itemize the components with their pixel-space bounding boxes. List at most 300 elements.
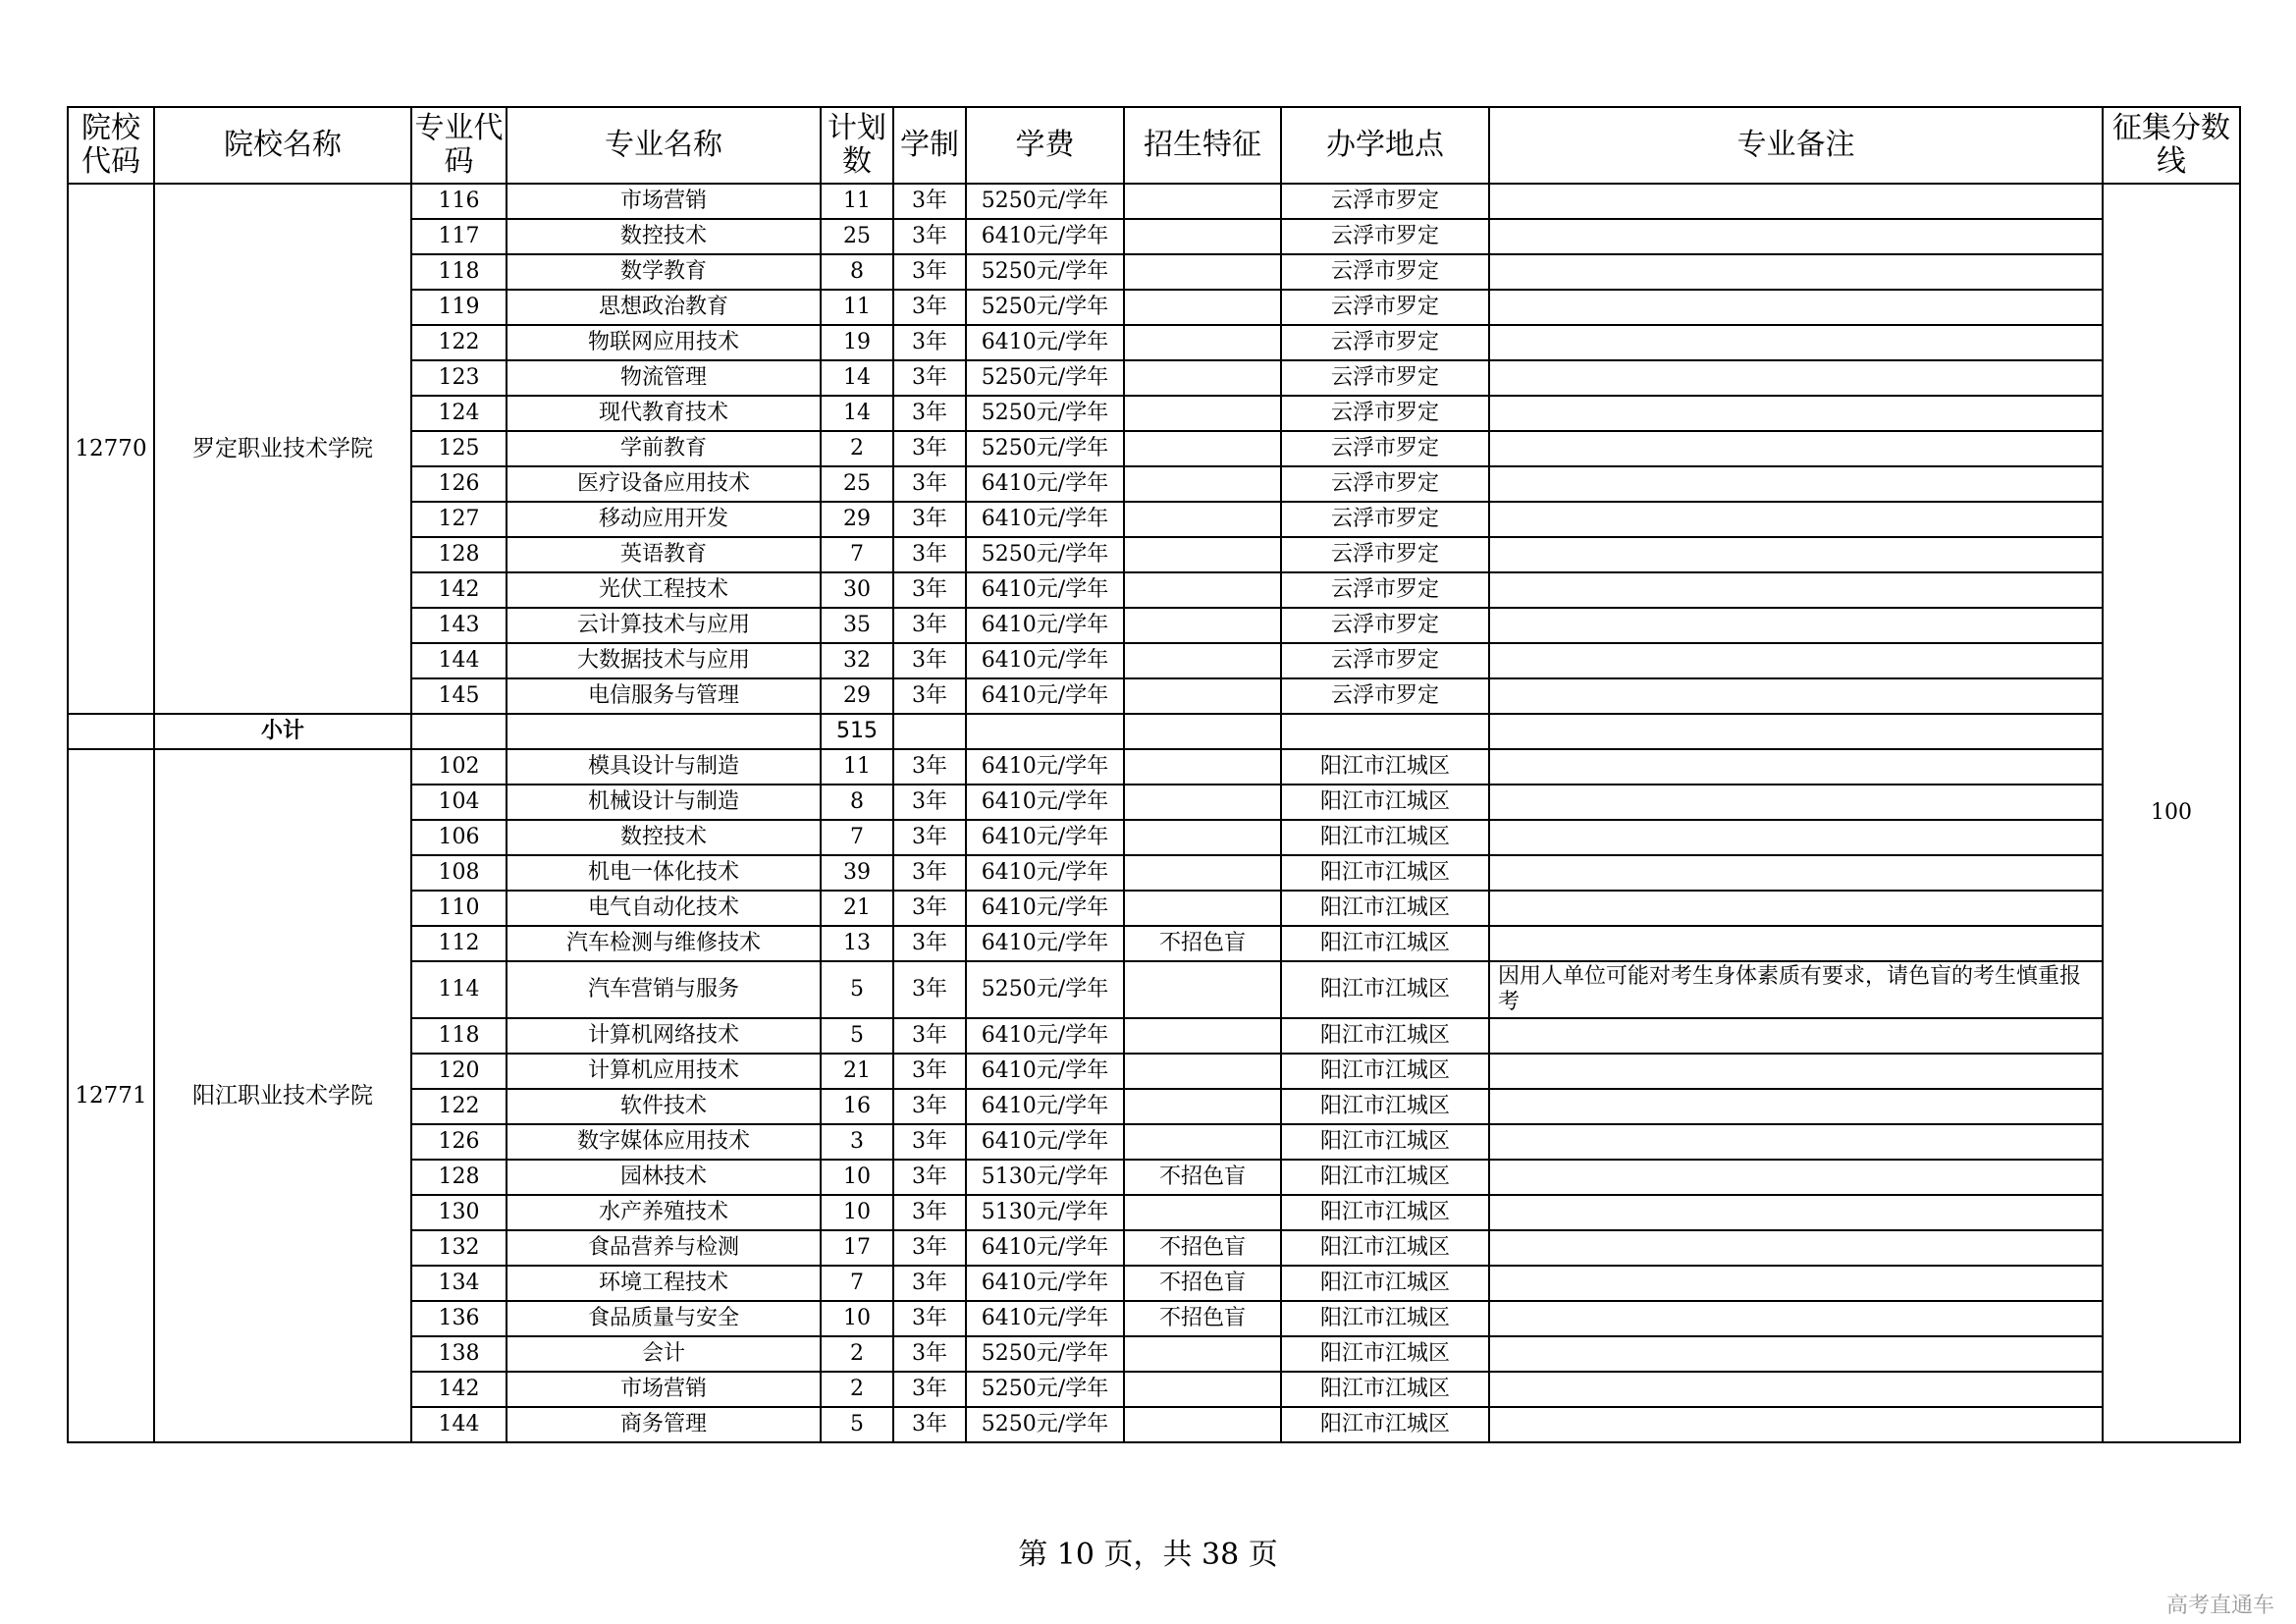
- major-name-cell: 会计: [507, 1336, 821, 1372]
- location-cell: 阳江市江城区: [1281, 1372, 1489, 1407]
- plan-cell: 3: [821, 1124, 893, 1160]
- school-name-cell: 阳江职业技术学院: [154, 749, 411, 1442]
- school-code-cell: 12770: [68, 184, 154, 714]
- years-cell: 3年: [893, 1018, 966, 1054]
- fee-cell: 5250元/学年: [966, 290, 1124, 325]
- location-cell: 云浮市罗定: [1281, 466, 1489, 502]
- fee-cell: 6410元/学年: [966, 820, 1124, 855]
- major-name-cell: 模具设计与制造: [507, 749, 821, 785]
- fee-cell: 5250元/学年: [966, 431, 1124, 466]
- fee-cell: 6410元/学年: [966, 785, 1124, 820]
- major-code-cell: 110: [411, 891, 507, 926]
- fee-cell: 6410元/学年: [966, 466, 1124, 502]
- note-cell: [1489, 643, 2103, 678]
- major-code-cell: 118: [411, 1018, 507, 1054]
- header-note: 专业备注: [1489, 107, 2103, 184]
- feature-cell: [1124, 537, 1281, 572]
- note-cell: [1489, 502, 2103, 537]
- plan-cell: 11: [821, 290, 893, 325]
- note-cell: [1489, 431, 2103, 466]
- major-name-cell: 电信服务与管理: [507, 678, 821, 714]
- note-cell: [1489, 1054, 2103, 1089]
- header-major-code: 专业代码: [411, 107, 507, 184]
- fee-cell: 5130元/学年: [966, 1160, 1124, 1195]
- fee-cell: 6410元/学年: [966, 1054, 1124, 1089]
- location-cell: 云浮市罗定: [1281, 396, 1489, 431]
- subtotal-location-cell: [1281, 714, 1489, 749]
- feature-cell: [1124, 608, 1281, 643]
- years-cell: 3年: [893, 502, 966, 537]
- feature-cell: [1124, 749, 1281, 785]
- major-name-cell: 大数据技术与应用: [507, 643, 821, 678]
- location-cell: 云浮市罗定: [1281, 219, 1489, 254]
- note-cell: [1489, 1407, 2103, 1442]
- note-cell: [1489, 537, 2103, 572]
- plan-cell: 2: [821, 1336, 893, 1372]
- major-code-cell: 138: [411, 1336, 507, 1372]
- subtotal-note-cell: [1489, 714, 2103, 749]
- header-fee: 学费: [966, 107, 1124, 184]
- years-cell: 3年: [893, 1407, 966, 1442]
- feature-cell: [1124, 1089, 1281, 1124]
- major-code-cell: 102: [411, 749, 507, 785]
- years-cell: 3年: [893, 1372, 966, 1407]
- fee-cell: 5250元/学年: [966, 360, 1124, 396]
- note-cell: [1489, 466, 2103, 502]
- header-feature: 招生特征: [1124, 107, 1281, 184]
- fee-cell: 5250元/学年: [966, 254, 1124, 290]
- location-cell: 阳江市江城区: [1281, 1301, 1489, 1336]
- plan-cell: 30: [821, 572, 893, 608]
- years-cell: 3年: [893, 926, 966, 961]
- location-cell: 云浮市罗定: [1281, 290, 1489, 325]
- years-cell: 3年: [893, 184, 966, 219]
- major-code-cell: 144: [411, 1407, 507, 1442]
- major-code-cell: 106: [411, 820, 507, 855]
- location-cell: 云浮市罗定: [1281, 608, 1489, 643]
- feature-cell: [1124, 891, 1281, 926]
- subtotal-blank-cell: [68, 714, 154, 749]
- major-code-cell: 104: [411, 785, 507, 820]
- note-cell: [1489, 254, 2103, 290]
- feature-cell: 不招色盲: [1124, 1266, 1281, 1301]
- plan-cell: 25: [821, 219, 893, 254]
- fee-cell: 6410元/学年: [966, 678, 1124, 714]
- major-name-cell: 机械设计与制造: [507, 785, 821, 820]
- years-cell: 3年: [893, 396, 966, 431]
- plan-cell: 17: [821, 1230, 893, 1266]
- major-name-cell: 医疗设备应用技术: [507, 466, 821, 502]
- years-cell: 3年: [893, 1336, 966, 1372]
- plan-cell: 32: [821, 643, 893, 678]
- plan-cell: 19: [821, 325, 893, 360]
- location-cell: 云浮市罗定: [1281, 572, 1489, 608]
- watermark: 高考直通车: [2165, 1594, 2274, 1618]
- feature-cell: [1124, 1018, 1281, 1054]
- location-cell: 阳江市江城区: [1281, 1336, 1489, 1372]
- years-cell: 3年: [893, 290, 966, 325]
- years-cell: 3年: [893, 360, 966, 396]
- major-name-cell: 环境工程技术: [507, 1266, 821, 1301]
- header-location: 办学地点: [1281, 107, 1489, 184]
- feature-cell: [1124, 1336, 1281, 1372]
- fee-cell: 6410元/学年: [966, 926, 1124, 961]
- fee-cell: 6410元/学年: [966, 1301, 1124, 1336]
- cutoff-score-cell: 100: [2103, 184, 2240, 1442]
- fee-cell: 6410元/学年: [966, 219, 1124, 254]
- major-name-cell: 机电一体化技术: [507, 855, 821, 891]
- note-cell: [1489, 1230, 2103, 1266]
- location-cell: 阳江市江城区: [1281, 1195, 1489, 1230]
- location-cell: 阳江市江城区: [1281, 1054, 1489, 1089]
- header-cutoff: 征集分数线: [2103, 107, 2240, 184]
- years-cell: 3年: [893, 643, 966, 678]
- feature-cell: [1124, 360, 1281, 396]
- feature-cell: [1124, 502, 1281, 537]
- years-cell: 3年: [893, 325, 966, 360]
- fee-cell: 5250元/学年: [966, 1336, 1124, 1372]
- major-name-cell: 数控技术: [507, 219, 821, 254]
- location-cell: 阳江市江城区: [1281, 1089, 1489, 1124]
- major-code-cell: 119: [411, 290, 507, 325]
- feature-cell: 不招色盲: [1124, 926, 1281, 961]
- major-name-cell: 园林技术: [507, 1160, 821, 1195]
- major-name-cell: 计算机应用技术: [507, 1054, 821, 1089]
- location-cell: 阳江市江城区: [1281, 785, 1489, 820]
- note-cell: [1489, 1336, 2103, 1372]
- feature-cell: [1124, 785, 1281, 820]
- fee-cell: 5250元/学年: [966, 961, 1124, 1018]
- years-cell: 3年: [893, 1160, 966, 1195]
- major-name-cell: 食品营养与检测: [507, 1230, 821, 1266]
- feature-cell: [1124, 184, 1281, 219]
- plan-cell: 2: [821, 431, 893, 466]
- major-code-cell: 124: [411, 396, 507, 431]
- major-code-cell: 126: [411, 466, 507, 502]
- plan-cell: 29: [821, 678, 893, 714]
- table-body: [68, 184, 2240, 1442]
- subtotal-feature-cell: [1124, 714, 1281, 749]
- feature-cell: [1124, 1124, 1281, 1160]
- fee-cell: 6410元/学年: [966, 749, 1124, 785]
- location-cell: 阳江市江城区: [1281, 1018, 1489, 1054]
- plan-cell: 7: [821, 820, 893, 855]
- plan-cell: 11: [821, 749, 893, 785]
- note-cell: [1489, 1018, 2103, 1054]
- major-code-cell: 117: [411, 219, 507, 254]
- major-code-cell: 144: [411, 643, 507, 678]
- years-cell: 3年: [893, 219, 966, 254]
- table-row: [68, 749, 2240, 785]
- feature-cell: [1124, 1195, 1281, 1230]
- note-cell: [1489, 1195, 2103, 1230]
- major-code-cell: 118: [411, 254, 507, 290]
- major-code-cell: 120: [411, 1054, 507, 1089]
- years-cell: 3年: [893, 1230, 966, 1266]
- fee-cell: 5250元/学年: [966, 537, 1124, 572]
- plan-cell: 14: [821, 360, 893, 396]
- plan-cell: 35: [821, 608, 893, 643]
- fee-cell: 5250元/学年: [966, 396, 1124, 431]
- note-cell: [1489, 678, 2103, 714]
- major-name-cell: 学前教育: [507, 431, 821, 466]
- years-cell: 3年: [893, 961, 966, 1018]
- school-code-cell: 12771: [68, 749, 154, 1442]
- location-cell: 阳江市江城区: [1281, 891, 1489, 926]
- major-code-cell: 116: [411, 184, 507, 219]
- feature-cell: [1124, 290, 1281, 325]
- feature-cell: 不招色盲: [1124, 1160, 1281, 1195]
- feature-cell: [1124, 325, 1281, 360]
- note-cell: [1489, 785, 2103, 820]
- feature-cell: [1124, 1407, 1281, 1442]
- fee-cell: 6410元/学年: [966, 1018, 1124, 1054]
- plan-cell: 25: [821, 466, 893, 502]
- plan-cell: 5: [821, 1018, 893, 1054]
- subtotal-fee-cell: [966, 714, 1124, 749]
- plan-cell: 7: [821, 1266, 893, 1301]
- location-cell: 云浮市罗定: [1281, 431, 1489, 466]
- major-code-cell: 143: [411, 608, 507, 643]
- major-name-cell: 计算机网络技术: [507, 1018, 821, 1054]
- note-cell: [1489, 608, 2103, 643]
- note-cell: [1489, 360, 2103, 396]
- header-school-name: 院校名称: [154, 107, 411, 184]
- years-cell: 3年: [893, 1301, 966, 1336]
- major-code-cell: 128: [411, 1160, 507, 1195]
- note-cell: [1489, 572, 2103, 608]
- years-cell: 3年: [893, 1195, 966, 1230]
- location-cell: 阳江市江城区: [1281, 855, 1489, 891]
- fee-cell: 5250元/学年: [966, 1407, 1124, 1442]
- note-cell: [1489, 325, 2103, 360]
- header-plan: 计划数: [821, 107, 893, 184]
- location-cell: 阳江市江城区: [1281, 1407, 1489, 1442]
- fee-cell: 5130元/学年: [966, 1195, 1124, 1230]
- major-code-cell: 122: [411, 1089, 507, 1124]
- major-name-cell: 数字媒体应用技术: [507, 1124, 821, 1160]
- note-cell: [1489, 1124, 2103, 1160]
- location-cell: 阳江市江城区: [1281, 961, 1489, 1018]
- feature-cell: [1124, 961, 1281, 1018]
- plan-cell: 13: [821, 926, 893, 961]
- fee-cell: 5250元/学年: [966, 184, 1124, 219]
- fee-cell: 6410元/学年: [966, 608, 1124, 643]
- major-code-cell: 128: [411, 537, 507, 572]
- feature-cell: [1124, 678, 1281, 714]
- plan-cell: 8: [821, 785, 893, 820]
- major-name-cell: 水产养殖技术: [507, 1195, 821, 1230]
- major-name-cell: 思想政治教育: [507, 290, 821, 325]
- header-years: 学制: [893, 107, 966, 184]
- years-cell: 3年: [893, 254, 966, 290]
- fee-cell: 6410元/学年: [966, 1089, 1124, 1124]
- fee-cell: 6410元/学年: [966, 502, 1124, 537]
- major-code-cell: 114: [411, 961, 507, 1018]
- major-name-cell: 光伏工程技术: [507, 572, 821, 608]
- major-code-cell: 132: [411, 1230, 507, 1266]
- fee-cell: 6410元/学年: [966, 1266, 1124, 1301]
- location-cell: 云浮市罗定: [1281, 360, 1489, 396]
- feature-cell: 不招色盲: [1124, 1301, 1281, 1336]
- plan-cell: 21: [821, 1054, 893, 1089]
- location-cell: 云浮市罗定: [1281, 184, 1489, 219]
- location-cell: 云浮市罗定: [1281, 537, 1489, 572]
- subtotal-row: [68, 714, 2240, 749]
- years-cell: 3年: [893, 608, 966, 643]
- plan-cell: 14: [821, 396, 893, 431]
- admission-table: [67, 106, 2241, 1443]
- plan-cell: 10: [821, 1195, 893, 1230]
- years-cell: 3年: [893, 820, 966, 855]
- major-name-cell: 市场营销: [507, 1372, 821, 1407]
- years-cell: 3年: [893, 785, 966, 820]
- plan-cell: 16: [821, 1089, 893, 1124]
- feature-cell: [1124, 572, 1281, 608]
- note-cell: [1489, 1160, 2103, 1195]
- location-cell: 阳江市江城区: [1281, 926, 1489, 961]
- major-name-cell: 物流管理: [507, 360, 821, 396]
- years-cell: 3年: [893, 1124, 966, 1160]
- note-cell: [1489, 855, 2103, 891]
- feature-cell: [1124, 820, 1281, 855]
- note-cell: [1489, 396, 2103, 431]
- major-name-cell: 汽车检测与维修技术: [507, 926, 821, 961]
- location-cell: 阳江市江城区: [1281, 1266, 1489, 1301]
- note-cell: [1489, 1372, 2103, 1407]
- fee-cell: 6410元/学年: [966, 325, 1124, 360]
- plan-cell: 11: [821, 184, 893, 219]
- note-cell: [1489, 290, 2103, 325]
- fee-cell: 6410元/学年: [966, 1124, 1124, 1160]
- plan-cell: 39: [821, 855, 893, 891]
- header-school-code: 院校代码: [68, 107, 154, 184]
- major-name-cell: 移动应用开发: [507, 502, 821, 537]
- feature-cell: 不招色盲: [1124, 1230, 1281, 1266]
- fee-cell: 5250元/学年: [966, 1372, 1124, 1407]
- feature-cell: [1124, 254, 1281, 290]
- major-name-cell: 数学教育: [507, 254, 821, 290]
- header-major-name: 专业名称: [507, 107, 821, 184]
- years-cell: 3年: [893, 1089, 966, 1124]
- plan-cell: 8: [821, 254, 893, 290]
- feature-cell: [1124, 219, 1281, 254]
- note-cell: [1489, 749, 2103, 785]
- subtotal-years-cell: [893, 714, 966, 749]
- note-cell: [1489, 1301, 2103, 1336]
- major-name-cell: 英语教育: [507, 537, 821, 572]
- years-cell: 3年: [893, 431, 966, 466]
- major-name-cell: 云计算技术与应用: [507, 608, 821, 643]
- location-cell: 云浮市罗定: [1281, 325, 1489, 360]
- major-code-cell: 127: [411, 502, 507, 537]
- fee-cell: 6410元/学年: [966, 855, 1124, 891]
- location-cell: 云浮市罗定: [1281, 254, 1489, 290]
- subtotal-major-name-cell: [507, 714, 821, 749]
- years-cell: 3年: [893, 855, 966, 891]
- note-cell: [1489, 1089, 2103, 1124]
- plan-cell: 21: [821, 891, 893, 926]
- major-name-cell: 市场营销: [507, 184, 821, 219]
- table-row: [68, 184, 2240, 219]
- note-cell: [1489, 219, 2103, 254]
- location-cell: 阳江市江城区: [1281, 1124, 1489, 1160]
- major-name-cell: 电气自动化技术: [507, 891, 821, 926]
- major-name-cell: 汽车营销与服务: [507, 961, 821, 1018]
- major-code-cell: 142: [411, 572, 507, 608]
- feature-cell: [1124, 643, 1281, 678]
- note-cell: [1489, 184, 2103, 219]
- major-name-cell: 食品质量与安全: [507, 1301, 821, 1336]
- plan-cell: 2: [821, 1372, 893, 1407]
- years-cell: 3年: [893, 891, 966, 926]
- major-name-cell: 数控技术: [507, 820, 821, 855]
- major-code-cell: 126: [411, 1124, 507, 1160]
- major-code-cell: 142: [411, 1372, 507, 1407]
- feature-cell: [1124, 466, 1281, 502]
- major-code-cell: 136: [411, 1301, 507, 1336]
- plan-cell: 5: [821, 961, 893, 1018]
- note-cell: [1489, 1266, 2103, 1301]
- plan-cell: 29: [821, 502, 893, 537]
- location-cell: 阳江市江城区: [1281, 749, 1489, 785]
- feature-cell: [1124, 431, 1281, 466]
- page-footer: 第 10 页，共 38 页: [1018, 1538, 1278, 1572]
- location-cell: 阳江市江城区: [1281, 820, 1489, 855]
- subtotal-label: 小计: [154, 714, 411, 749]
- major-name-cell: 物联网应用技术: [507, 325, 821, 360]
- note-cell: [1489, 820, 2103, 855]
- years-cell: 3年: [893, 1266, 966, 1301]
- plan-cell: 10: [821, 1160, 893, 1195]
- plan-cell: 5: [821, 1407, 893, 1442]
- location-cell: 阳江市江城区: [1281, 1160, 1489, 1195]
- feature-cell: [1124, 855, 1281, 891]
- fee-cell: 6410元/学年: [966, 1230, 1124, 1266]
- major-name-cell: 商务管理: [507, 1407, 821, 1442]
- note-cell: 因用人单位可能对考生身体素质有要求，请色盲的考生慎重报考: [1489, 961, 2103, 1018]
- major-code-cell: 112: [411, 926, 507, 961]
- fee-cell: 6410元/学年: [966, 572, 1124, 608]
- major-code-cell: 108: [411, 855, 507, 891]
- note-cell: [1489, 926, 2103, 961]
- note-cell: [1489, 891, 2103, 926]
- major-name-cell: 软件技术: [507, 1089, 821, 1124]
- location-cell: 云浮市罗定: [1281, 678, 1489, 714]
- subtotal-plan-value: 515: [821, 714, 893, 749]
- years-cell: 3年: [893, 678, 966, 714]
- years-cell: 3年: [893, 749, 966, 785]
- major-code-cell: 134: [411, 1266, 507, 1301]
- feature-cell: [1124, 1372, 1281, 1407]
- header-row: [68, 107, 2240, 184]
- years-cell: 3年: [893, 466, 966, 502]
- feature-cell: [1124, 1054, 1281, 1089]
- years-cell: 3年: [893, 1054, 966, 1089]
- years-cell: 3年: [893, 572, 966, 608]
- feature-cell: [1124, 396, 1281, 431]
- fee-cell: 6410元/学年: [966, 643, 1124, 678]
- fee-cell: 6410元/学年: [966, 891, 1124, 926]
- major-code-cell: 123: [411, 360, 507, 396]
- location-cell: 云浮市罗定: [1281, 502, 1489, 537]
- major-code-cell: 130: [411, 1195, 507, 1230]
- major-code-cell: 125: [411, 431, 507, 466]
- major-code-cell: 145: [411, 678, 507, 714]
- years-cell: 3年: [893, 537, 966, 572]
- school-name-cell: 罗定职业技术学院: [154, 184, 411, 714]
- subtotal-major-code-cell: [411, 714, 507, 749]
